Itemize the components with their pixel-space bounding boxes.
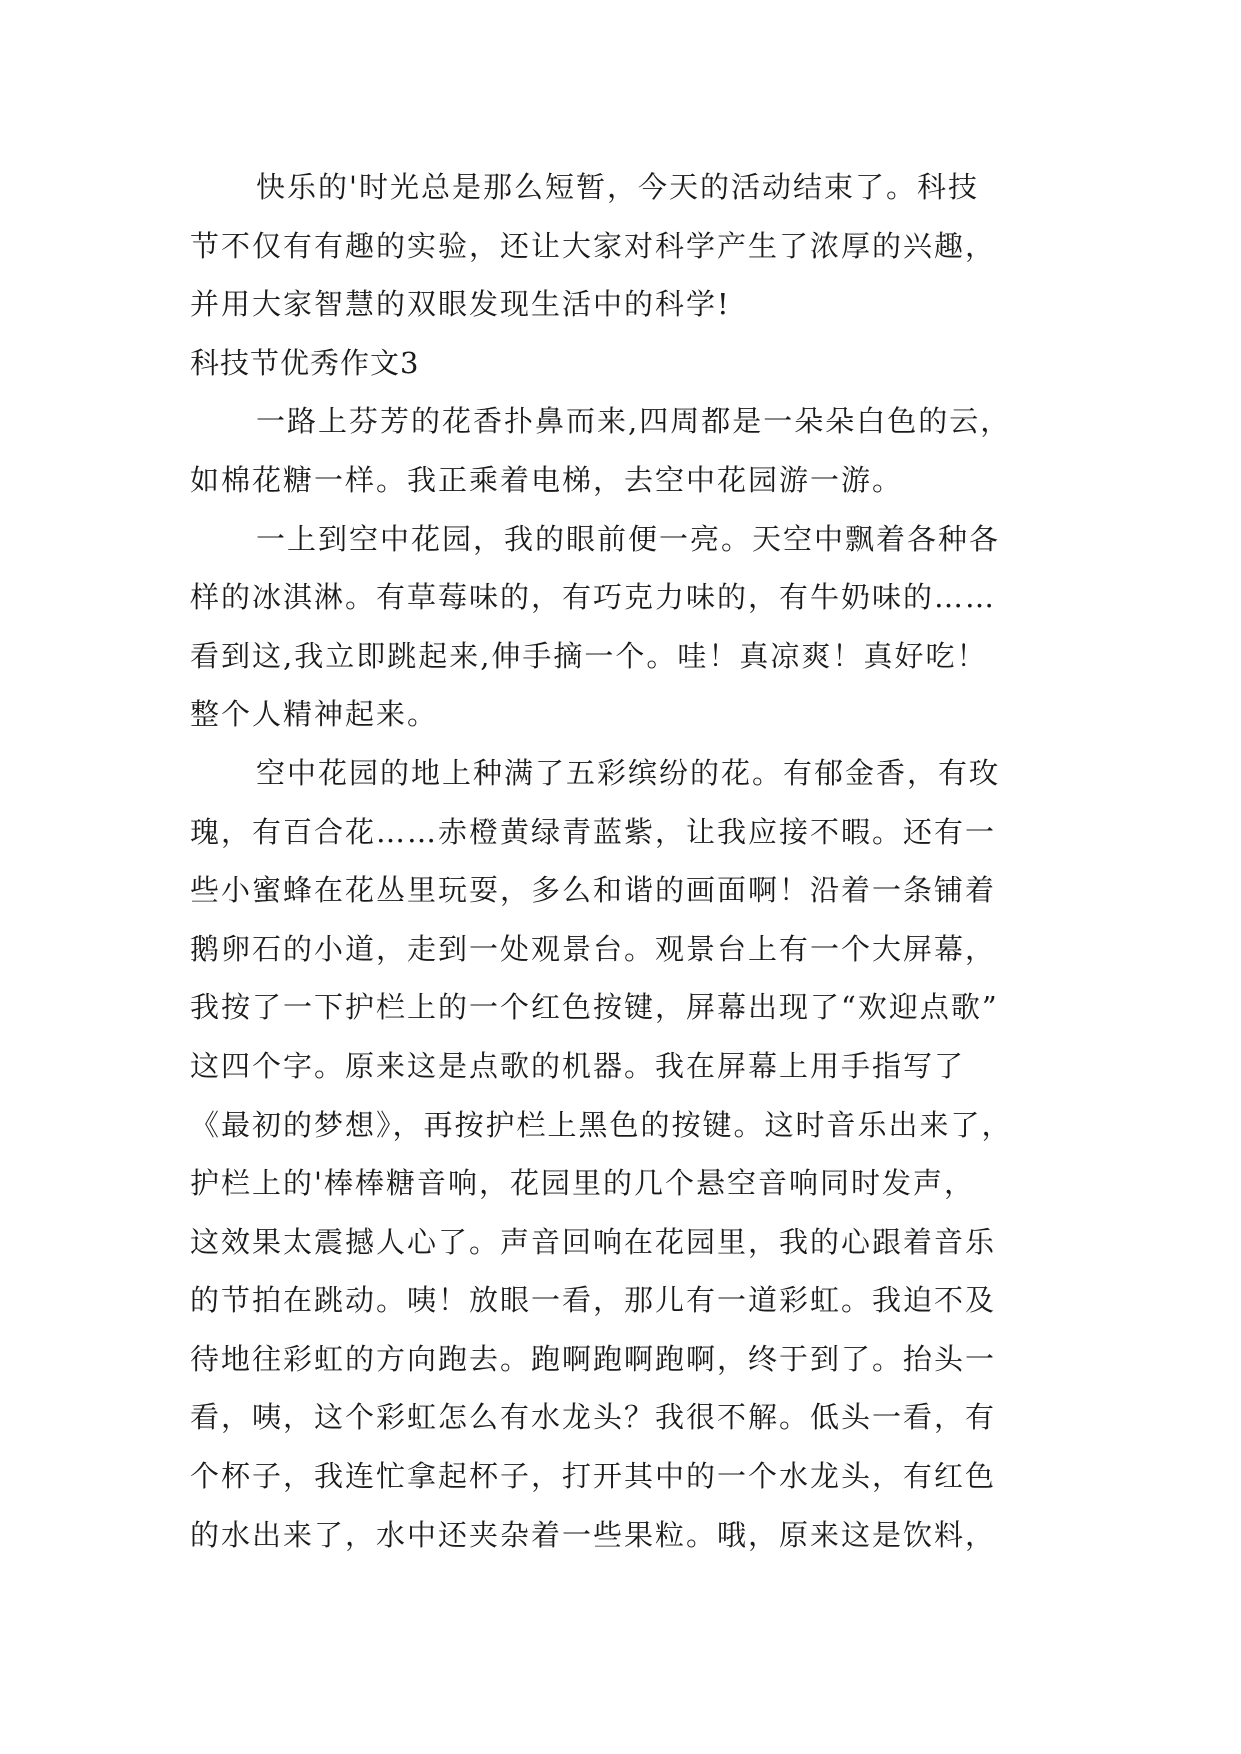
text-line: 看到这,我立即跳起来,伸手摘一个。哇！真凉爽！真好吃！	[190, 638, 988, 673]
text-line: 鹅卵石的小道，走到一处观景台。观景台上有一个大屏幕，	[190, 931, 997, 966]
text-line: 这效果太震撼人心了。声音回响在花园里，我的心跟着音乐	[190, 1224, 997, 1259]
text-line: 瑰，有百合花……赤橙黄绿青蓝紫，让我应接不暇。还有一	[190, 814, 997, 849]
text-line: 样的冰淇淋。有草莓味的，有巧克力味的，有牛奶味的……	[190, 580, 997, 615]
paragraph-3	[190, 510, 1070, 744]
paragraph-1	[190, 158, 1070, 334]
text-line: 一上到空中花园，我的眼前便一亮。天空中飘着各种各	[256, 521, 1001, 556]
text-line: 些小蜜蜂在花丛里玩耍，多么和谐的画面啊！沿着一条铺着	[190, 873, 997, 908]
text-line: 我按了一下护栏上的一个红色按键，屏幕出现了“欢迎点歌”	[190, 990, 999, 1025]
text-line: 的水出来了，水中还夹杂着一些果粒。哦，原来这是饮料，	[190, 1517, 997, 1552]
text-line: 如棉花糖一样。我正乘着电梯，去空中花园游一游。	[190, 462, 904, 497]
text-line: 的节拍在跳动。咦！放眼一看，那儿有一道彩虹。我迫不及	[190, 1283, 997, 1318]
paragraph-2	[190, 392, 1070, 509]
text-line: 待地往彩虹的方向跑去。跑啊跑啊跑啊，终于到了。抬头一	[190, 1341, 997, 1376]
text-line: 《最初的梦想》，再按护栏上黑色的按键。这时音乐出来了，	[190, 1107, 1013, 1142]
document-body	[190, 158, 1070, 1564]
text-line: 看，咦，这个彩虹怎么有水龙头？我很不解。低头一看，有	[190, 1400, 997, 1435]
text-line: 并用大家智慧的双眼发现生活中的科学!	[190, 287, 731, 322]
text-line: 整个人精神起来。	[190, 697, 439, 732]
text-line: 节不仅有有趣的实验，还让大家对科学产生了浓厚的兴趣，	[190, 228, 997, 263]
text-line: 快乐的'时光总是那么短暂，今天的活动结束了。科技	[256, 170, 979, 204]
paragraph-4	[190, 744, 1070, 1564]
section-title: 科技节优秀作文3	[190, 345, 420, 380]
text-line: 个杯子，我连忙拿起杯子，打开其中的一个水龙头，有红色	[190, 1459, 997, 1494]
text-line: 这四个字。原来这是点歌的机器。我在屏幕上用手指写了	[190, 1048, 966, 1083]
text-line: 空中花园的地上种满了五彩缤纷的花。有郁金香，有玫	[256, 755, 1001, 790]
text-line: 一路上芬芳的花香扑鼻而来,四周都是一朵朵白色的云，	[256, 404, 1012, 439]
text-line: 护栏上的'棒棒糖音响，花园里的几个悬空音响同时发声，	[190, 1166, 975, 1201]
